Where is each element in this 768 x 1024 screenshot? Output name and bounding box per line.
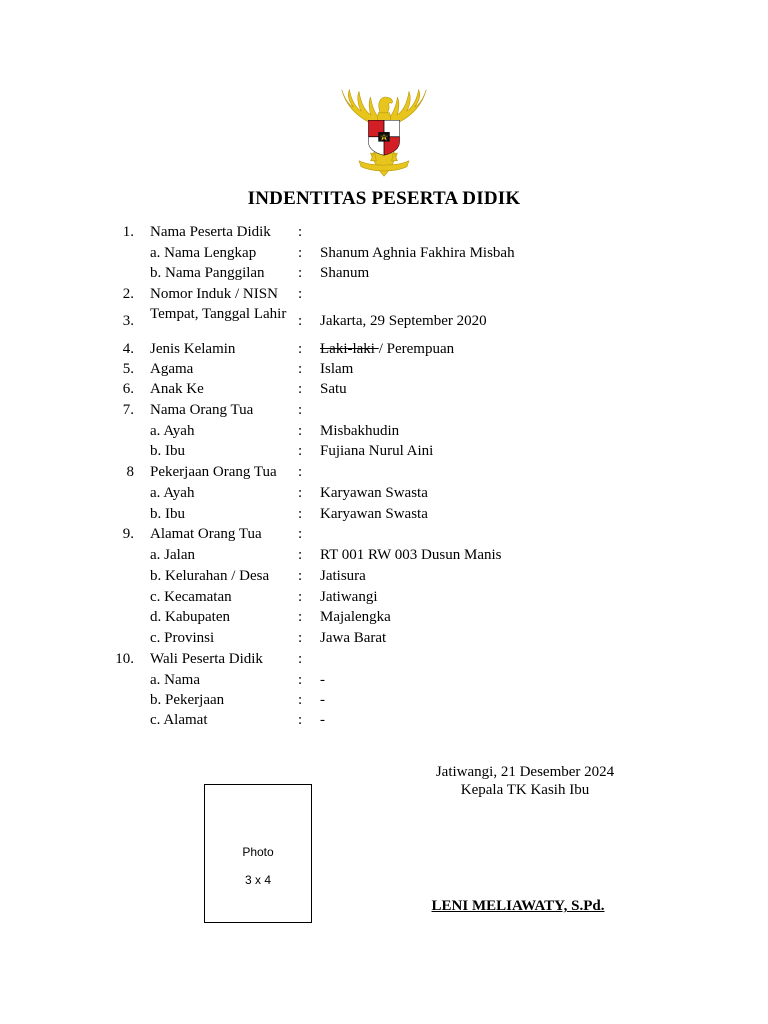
row-nama-ibu xyxy=(0,441,768,461)
row-colon: : xyxy=(298,224,303,240)
row-kelurahan-desa xyxy=(0,566,768,586)
photo-label: Photo xyxy=(242,845,274,859)
row-wali-alamat xyxy=(0,710,768,730)
document-title: INDENTITAS PESERTA DIDIK xyxy=(247,188,521,209)
row-label: c. Alamat xyxy=(150,712,208,728)
row-label: b. Kelurahan / Desa xyxy=(150,568,270,584)
row-label: Nama Orang Tua xyxy=(150,402,254,418)
row-label: Agama xyxy=(150,361,194,377)
row-colon: : xyxy=(298,692,303,708)
row-label: Tempat, Tanggal Lahir xyxy=(150,306,287,322)
row-kabupaten xyxy=(0,607,768,627)
row-pekerjaan-ibu xyxy=(0,504,768,524)
row-value: - xyxy=(320,712,325,728)
row-colon: : xyxy=(298,286,303,302)
row-label: Anak Ke xyxy=(150,381,204,397)
photo-placeholder xyxy=(204,784,312,923)
signature-place-date: Jatiwangi, 21 Desember 2024 xyxy=(435,764,615,780)
row-colon: : xyxy=(298,526,303,542)
row-number: 10. xyxy=(115,651,134,667)
row-value: Misbakhudin xyxy=(320,423,400,439)
row-nama-peserta-didik xyxy=(0,222,768,242)
row-number: 1. xyxy=(122,224,134,240)
row-value: Fujiana Nurul Aini xyxy=(320,443,434,459)
row-value: Jakarta, 29 September 2020 xyxy=(320,313,487,329)
row-label: a. Ayah xyxy=(150,485,195,501)
row-label: b. Ibu xyxy=(150,506,185,522)
row-label: b. Pekerjaan xyxy=(150,692,225,708)
row-colon: : xyxy=(298,568,303,584)
row-colon: : xyxy=(298,464,303,480)
row-value xyxy=(320,339,454,359)
row-colon: : xyxy=(298,341,303,357)
row-number: 3. xyxy=(122,313,134,329)
row-wali-nama xyxy=(0,670,768,690)
row-colon: : xyxy=(298,672,303,688)
row-label: b. Ibu xyxy=(150,443,185,459)
row-nama-ayah xyxy=(0,421,768,441)
row-colon: : xyxy=(298,589,303,605)
row-colon: : xyxy=(298,609,303,625)
row-label: Alamat Orang Tua xyxy=(150,526,262,542)
row-colon: : xyxy=(298,630,303,646)
row-label: a. Nama Lengkap xyxy=(150,245,257,261)
row-number: 6. xyxy=(122,381,134,397)
row-number: 9. xyxy=(122,526,134,542)
row-value: Islam xyxy=(320,361,354,377)
row-colon: : xyxy=(298,381,303,397)
row-label: Pekerjaan Orang Tua xyxy=(150,464,277,480)
row-colon: : xyxy=(298,651,303,667)
row-value: Jawa Barat xyxy=(320,630,387,646)
row-colon: : xyxy=(298,443,303,459)
row-nomor-induk xyxy=(0,284,768,304)
garuda-pancasila-emblem-icon xyxy=(336,84,432,180)
row-colon: : xyxy=(298,402,303,418)
row-colon: : xyxy=(298,712,303,728)
row-label: Nomor Induk / NISN xyxy=(150,286,278,302)
row-value: - xyxy=(320,692,325,708)
row-label: d. Kabupaten xyxy=(150,609,230,625)
row-wali-peserta-didik xyxy=(0,649,768,669)
row-colon: : xyxy=(298,361,303,377)
row-label: b. Nama Panggilan xyxy=(150,265,265,281)
row-label: Jenis Kelamin xyxy=(150,341,236,357)
row-value: Jatisura xyxy=(320,568,366,584)
row-colon: : xyxy=(298,506,303,522)
row-agama xyxy=(0,359,768,379)
row-anak-ke xyxy=(0,379,768,399)
row-kecamatan xyxy=(0,587,768,607)
row-number: 5. xyxy=(122,361,134,377)
row-value: - xyxy=(320,672,325,688)
row-value: RT 001 RW 003 Dusun Manis xyxy=(320,547,502,563)
row-value: Shanum xyxy=(320,265,370,281)
row-label: a. Nama xyxy=(150,672,200,688)
row-value: Shanum Aghnia Fakhira Misbah xyxy=(320,245,515,261)
row-value: Jatiwangi xyxy=(320,589,378,605)
row-number: 8 xyxy=(126,464,134,480)
row-provinsi xyxy=(0,628,768,648)
row-value: Satu xyxy=(320,381,347,397)
row-value: Karyawan Swasta xyxy=(320,485,428,501)
row-value: Karyawan Swasta xyxy=(320,506,428,522)
row-label: c. Provinsi xyxy=(150,630,215,646)
row-label: Nama Peserta Didik xyxy=(150,224,271,240)
row-colon: : xyxy=(298,547,303,563)
row-colon: : xyxy=(298,265,303,281)
row-nama-orang-tua xyxy=(0,400,768,420)
row-number: 4. xyxy=(122,341,134,357)
row-label: c. Kecamatan xyxy=(150,589,232,605)
row-tempat-tanggal-lahir xyxy=(0,306,768,331)
selected-option: / Perempuan xyxy=(378,341,455,357)
row-alamat-orang-tua xyxy=(0,524,768,544)
row-label: Wali Peserta Didik xyxy=(150,651,263,667)
row-colon: : xyxy=(298,485,303,501)
row-number: 2. xyxy=(122,286,134,302)
row-value: Majalengka xyxy=(320,609,391,625)
row-pekerjaan-ayah xyxy=(0,483,768,503)
row-colon: : xyxy=(298,423,303,439)
row-colon: : xyxy=(298,245,303,261)
row-wali-pekerjaan xyxy=(0,690,768,710)
row-jenis-kelamin xyxy=(0,339,768,359)
signature-position: Kepala TK Kasih Ibu xyxy=(460,782,590,798)
row-nama-panggilan xyxy=(0,263,768,283)
row-label: a. Ayah xyxy=(150,423,195,439)
photo-size: 3 x 4 xyxy=(244,873,271,887)
row-jalan xyxy=(0,545,768,565)
row-nama-lengkap xyxy=(0,243,768,263)
row-number: 7. xyxy=(122,402,134,418)
row-pekerjaan-orang-tua xyxy=(0,462,768,482)
signer-name: LENI MELIAWATY, S.Pd. xyxy=(431,898,605,914)
row-label: a. Jalan xyxy=(150,547,195,563)
row-colon: : xyxy=(298,313,303,329)
struck-option: Laki-laki xyxy=(320,341,379,357)
